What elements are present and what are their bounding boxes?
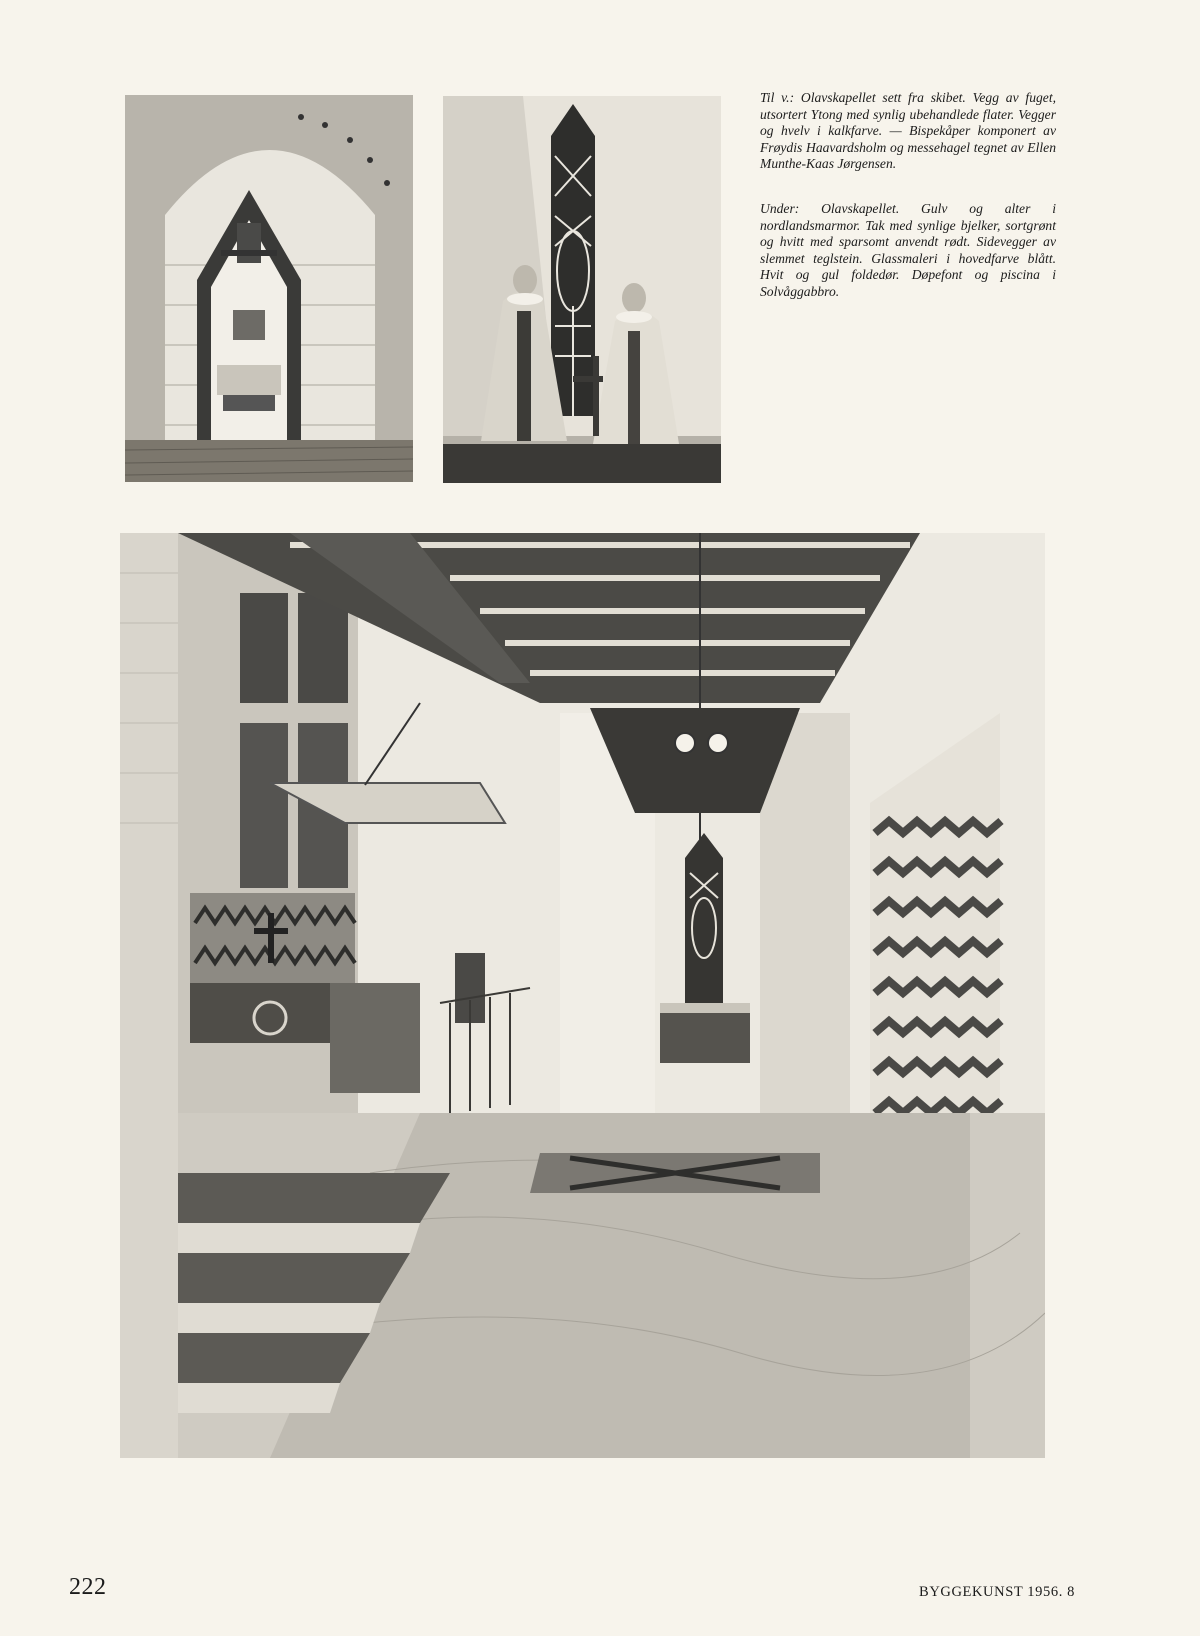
page-number: 222	[69, 1574, 107, 1600]
caption-bottom: Under: Olavskapellet. Gulv og alter i nordlandsmarmor. Tak med synlige bjelker, sortgrønt og hvitt med sparsomt anvendt rødt. Sidevegger av slemmet teglstein. Glassmaleri i hovedfarve blått. Hvit og gul foldedør. Døpefont og piscina i Solvåggabbro.	[760, 201, 1056, 299]
caption-top: Til v.: Olavskapellet sett fra skibet. Vegg av fuget, utsortert Ytong med synlig ubehandlede flater. Vegger og hvelv i kalkfarve. — Bispekåper komponert av Frøydis Haavardsholm og messehagel tegnet av Ellen Munthe-Kaas Jørgensen.	[760, 90, 1056, 172]
photo-bishops-in-chapel	[443, 96, 721, 483]
journal-issue-footer: BYGGEKUNST 1956. 8	[919, 1584, 1075, 1600]
photo-chapel-from-nave	[125, 95, 413, 482]
photo-olav-chapel-interior	[120, 533, 1045, 1458]
